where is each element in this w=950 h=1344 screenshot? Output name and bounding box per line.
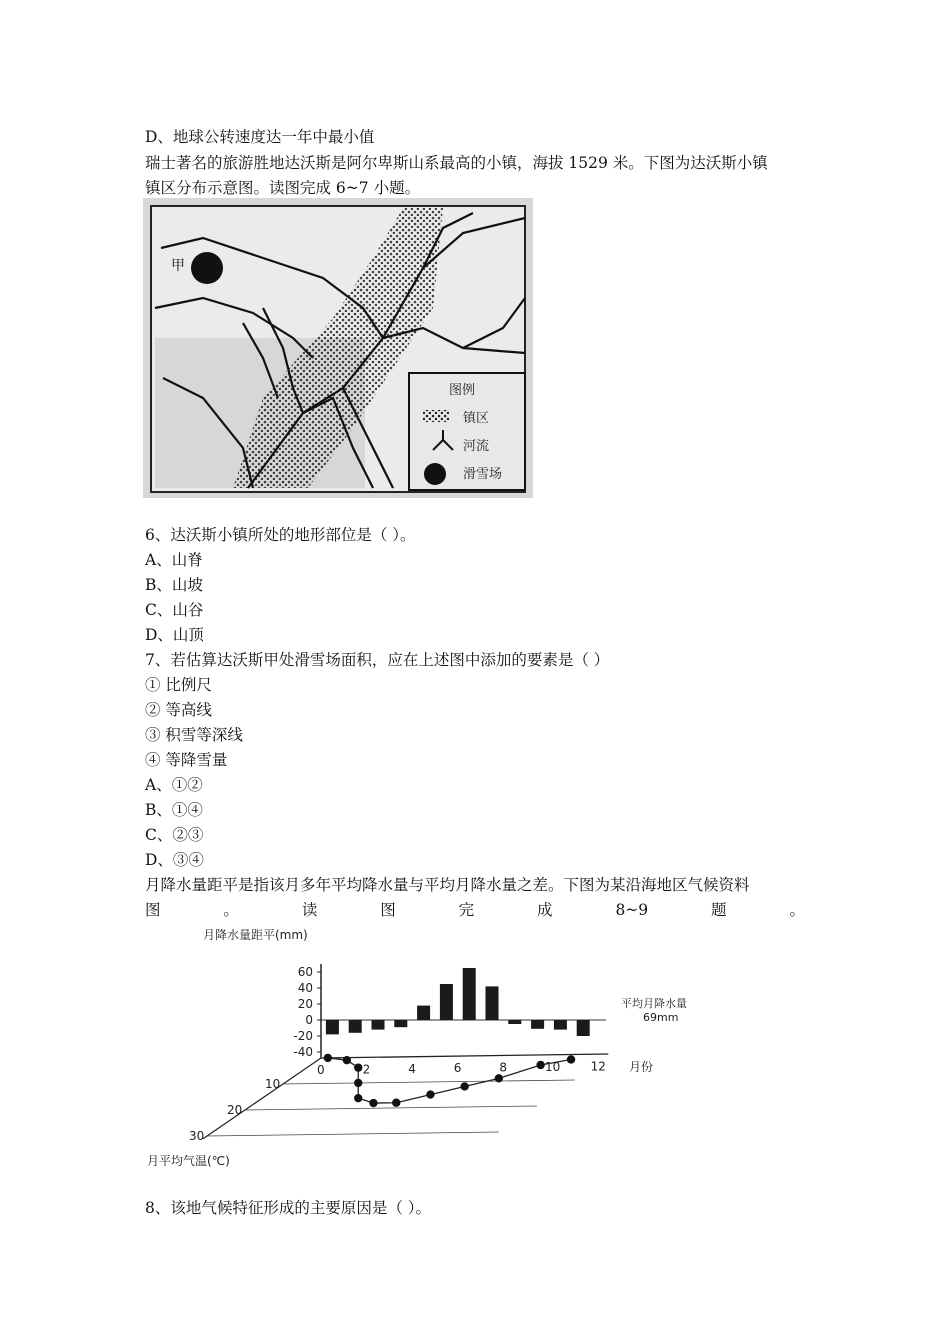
q7-option-a: A、①② (145, 776, 203, 794)
climate-chart (143, 925, 703, 1175)
temp-axis (203, 1058, 321, 1139)
word: 题 (711, 901, 727, 919)
temp-axis-label: 月平均气温(℃) (147, 1154, 230, 1168)
bar-month-11 (554, 1020, 567, 1030)
temp-point-month-11 (536, 1061, 544, 1069)
q7-item-1: ① 比例尺 (145, 676, 212, 694)
y-axis-label: 月降水量距平(mm) (203, 928, 308, 942)
temp-point-month-7 (392, 1099, 400, 1107)
q6-option-b: B、山坡 (145, 576, 203, 594)
question-7: 7、若估算达沃斯甲处滑雪场面积，应在上述图中添加的要素是（ ） (145, 651, 610, 669)
temp-point-month-12 (567, 1055, 575, 1063)
word: 读 (301, 901, 318, 919)
ski-resort-jia (191, 252, 223, 284)
temp-tick-label: 20 (227, 1103, 243, 1117)
temp-point-month-10 (495, 1074, 503, 1082)
bar-month-10 (531, 1020, 544, 1029)
word: 图 (145, 901, 161, 919)
temp-grid-line (283, 1080, 575, 1084)
bar-month-12 (577, 1020, 590, 1036)
temp-grid-line (245, 1106, 537, 1110)
y-tick-label: 0 (305, 1013, 313, 1027)
temp-point-month-2 (343, 1056, 351, 1064)
word: 。 (223, 901, 239, 919)
q7-option-b: B、①④ (145, 801, 203, 819)
baseline-label-1: 平均月降水量 (621, 997, 687, 1010)
bar-month-3 (372, 1020, 385, 1030)
legend-river: 河流 (463, 439, 490, 454)
bar-month-7 (463, 968, 476, 1020)
climate-intro-2 (145, 900, 805, 920)
bar-month-6 (440, 984, 453, 1020)
map-legend (409, 373, 525, 490)
intro-text-2: 镇区分布示意图。读图完成 6~7 小题。 (145, 179, 421, 197)
bar-month-5 (417, 1006, 430, 1020)
bar-month-8 (486, 986, 499, 1020)
x-tick-label: 10 (545, 1060, 561, 1074)
y-tick-label: -20 (293, 1029, 313, 1043)
legend-title: 图例 (449, 383, 476, 398)
intro-text-1: 瑞士著名的旅游胜地达沃斯是阿尔卑斯山系最高的小镇，海拔 1529 米。下图为达沃斯小镇 (145, 154, 768, 172)
q7-option-d: D、③④ (145, 851, 204, 869)
x-axis (321, 1054, 608, 1058)
bar-month-2 (349, 1020, 362, 1033)
q6-option-a: A、山脊 (145, 551, 203, 569)
question-6: 6、达沃斯小镇所处的地形部位是（ ）。 (145, 526, 416, 544)
legend-town: 镇区 (463, 411, 490, 426)
bar-month-1 (326, 1020, 339, 1034)
x-tick-label: 6 (453, 1061, 462, 1076)
temp-point-month-5 (354, 1094, 362, 1102)
y-tick-label: -40 (293, 1045, 313, 1059)
word: 完 (458, 901, 475, 919)
question-8: 8、该地气候特征形成的主要原因是（ ）。 (145, 1199, 432, 1217)
temp-point-month-3 (354, 1063, 362, 1071)
word: 。 (789, 901, 805, 919)
q7-item-2: ② 等高线 (145, 701, 212, 719)
davos-map (143, 198, 533, 498)
temp-tick-label: 10 (265, 1077, 281, 1091)
y-tick-label: 60 (297, 965, 313, 979)
bar-month-4 (394, 1020, 407, 1027)
word: 图 (380, 901, 396, 919)
y-tick-label: 40 (297, 981, 313, 995)
temp-grid-line (207, 1132, 499, 1136)
bar-month-9 (508, 1020, 521, 1024)
word: 8~9 (615, 901, 649, 919)
baseline-label-2: 69mm (643, 1011, 679, 1024)
x-tick-label: 4 (408, 1061, 416, 1076)
temp-point-month-1 (324, 1054, 332, 1062)
x-tick-label: 2 (362, 1062, 371, 1077)
x-tick-label: 0 (317, 1063, 325, 1077)
temp-point-month-8 (426, 1090, 434, 1098)
q6-option-c: C、山谷 (145, 601, 204, 619)
temp-point-month-6 (369, 1099, 377, 1107)
jia-label: 甲 (171, 258, 185, 274)
q7-item-4: ④ 等降雪量 (145, 751, 228, 769)
x-tick-label: 12 (590, 1059, 606, 1074)
q7-item-3: ③ 积雪等深线 (145, 726, 243, 744)
legend-ski: 滑雪场 (463, 467, 503, 482)
climate-intro-1: 月降水量距平是指该月多年平均降水量与平均月降水量之差。下图为某沿海地区气候资料 (145, 876, 750, 894)
q6-option-d: D、山顶 (145, 626, 204, 644)
q7-option-c: C、②③ (145, 826, 204, 844)
temp-point-month-9 (460, 1082, 468, 1090)
y-tick-label: 20 (297, 997, 313, 1011)
word: 成 (537, 901, 553, 919)
temp-tick-label: 30 (189, 1129, 205, 1143)
option-d-prev: D、地球公转速度达一年中最小值 (145, 128, 375, 146)
x-tick-label: 8 (499, 1060, 508, 1075)
temp-point-month-4 (354, 1079, 362, 1087)
x-axis-label: 月份 (629, 1060, 654, 1074)
